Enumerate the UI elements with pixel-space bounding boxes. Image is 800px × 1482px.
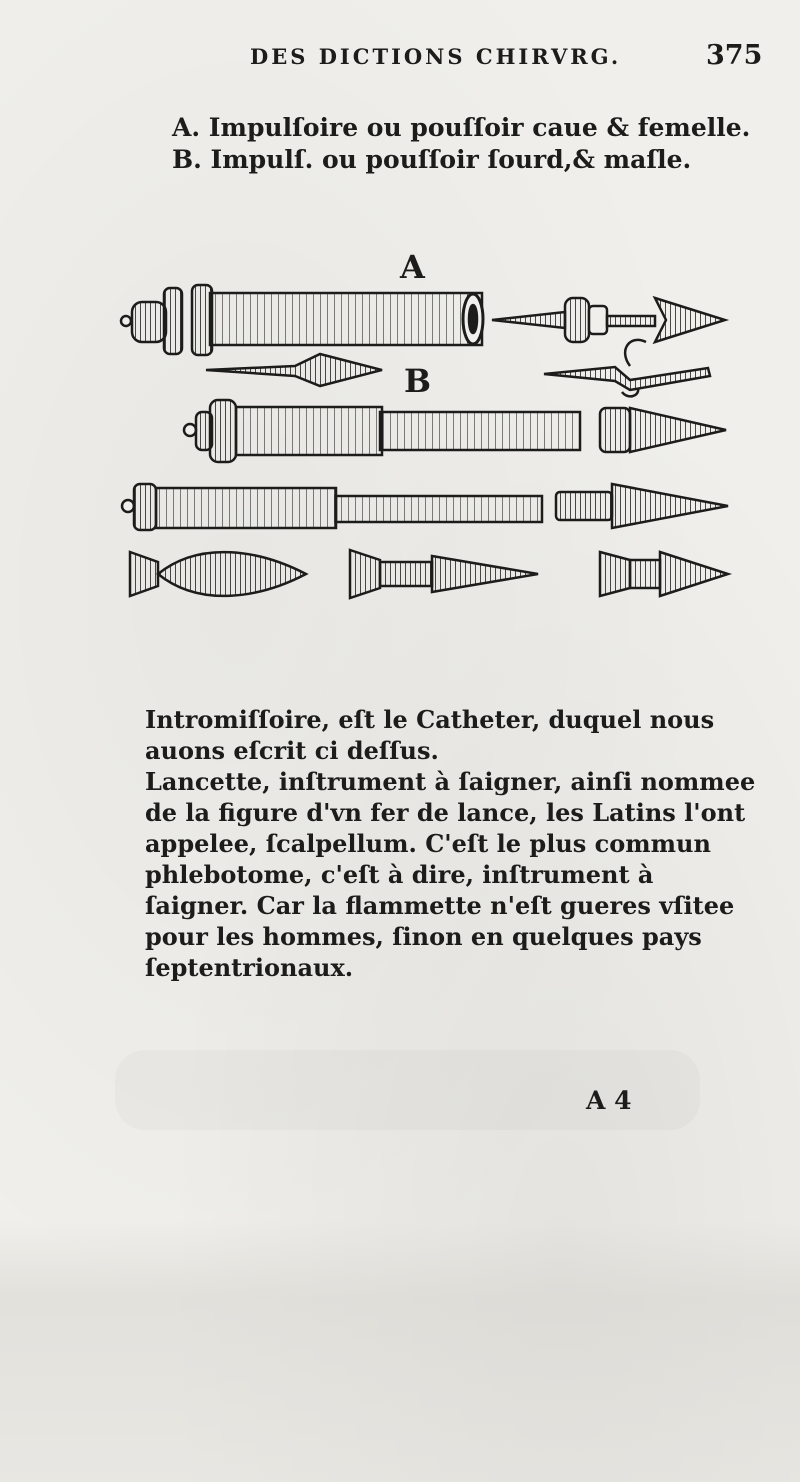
solid-pusher-b — [184, 400, 580, 462]
pusher-rod-a — [492, 298, 725, 342]
signature-mark: A 4 — [586, 1086, 632, 1115]
woodcut-figure — [110, 240, 750, 620]
paragraph-lancette: Lancette, inſtrument à ſaigner, ainſi nommee de la figure d'vn fer de lance, les Latins l'ont appelee, ſcalpellum. C'eſt le plus commun phlebotome, c'eſt à dire, inſtrument à ſaigner. Car la flammette n'eſt gueres vſitee pour les hommes, ſinon en quelques pays ſeptentrionaux. — [145, 767, 756, 982]
figure-label-b: B — [404, 362, 432, 400]
leaf-head-3 — [600, 552, 728, 596]
legend-line-a: A. Impulſoire ou pouſſoir caue & femelle. — [172, 113, 751, 142]
pointed-tip-b — [600, 408, 726, 452]
legend-line-b: B. Impulſ. ou pouſſoir ſourd,& maſle. — [172, 145, 692, 174]
body-text — [145, 704, 760, 983]
paragraph-intromissoire: Intromiſſoire, eſt le Catheter, duquel nous auons eſcrit ci deſſus. — [145, 705, 715, 765]
woodcut-instruments — [110, 240, 750, 620]
lance-tip — [556, 484, 728, 528]
leaf-head-2 — [350, 550, 538, 598]
curled-rod — [544, 340, 710, 396]
leaf-head-1 — [130, 552, 306, 596]
hollow-pusher-a — [121, 285, 483, 355]
small-dart — [206, 354, 382, 386]
water-stain — [0, 1220, 800, 1482]
running-title: DES DICTIONS CHIRVRG. — [250, 44, 622, 69]
figure-legend — [172, 112, 750, 176]
page-number: 375 — [706, 40, 763, 71]
figure-label-a: A — [400, 248, 425, 286]
long-pusher — [122, 484, 542, 530]
